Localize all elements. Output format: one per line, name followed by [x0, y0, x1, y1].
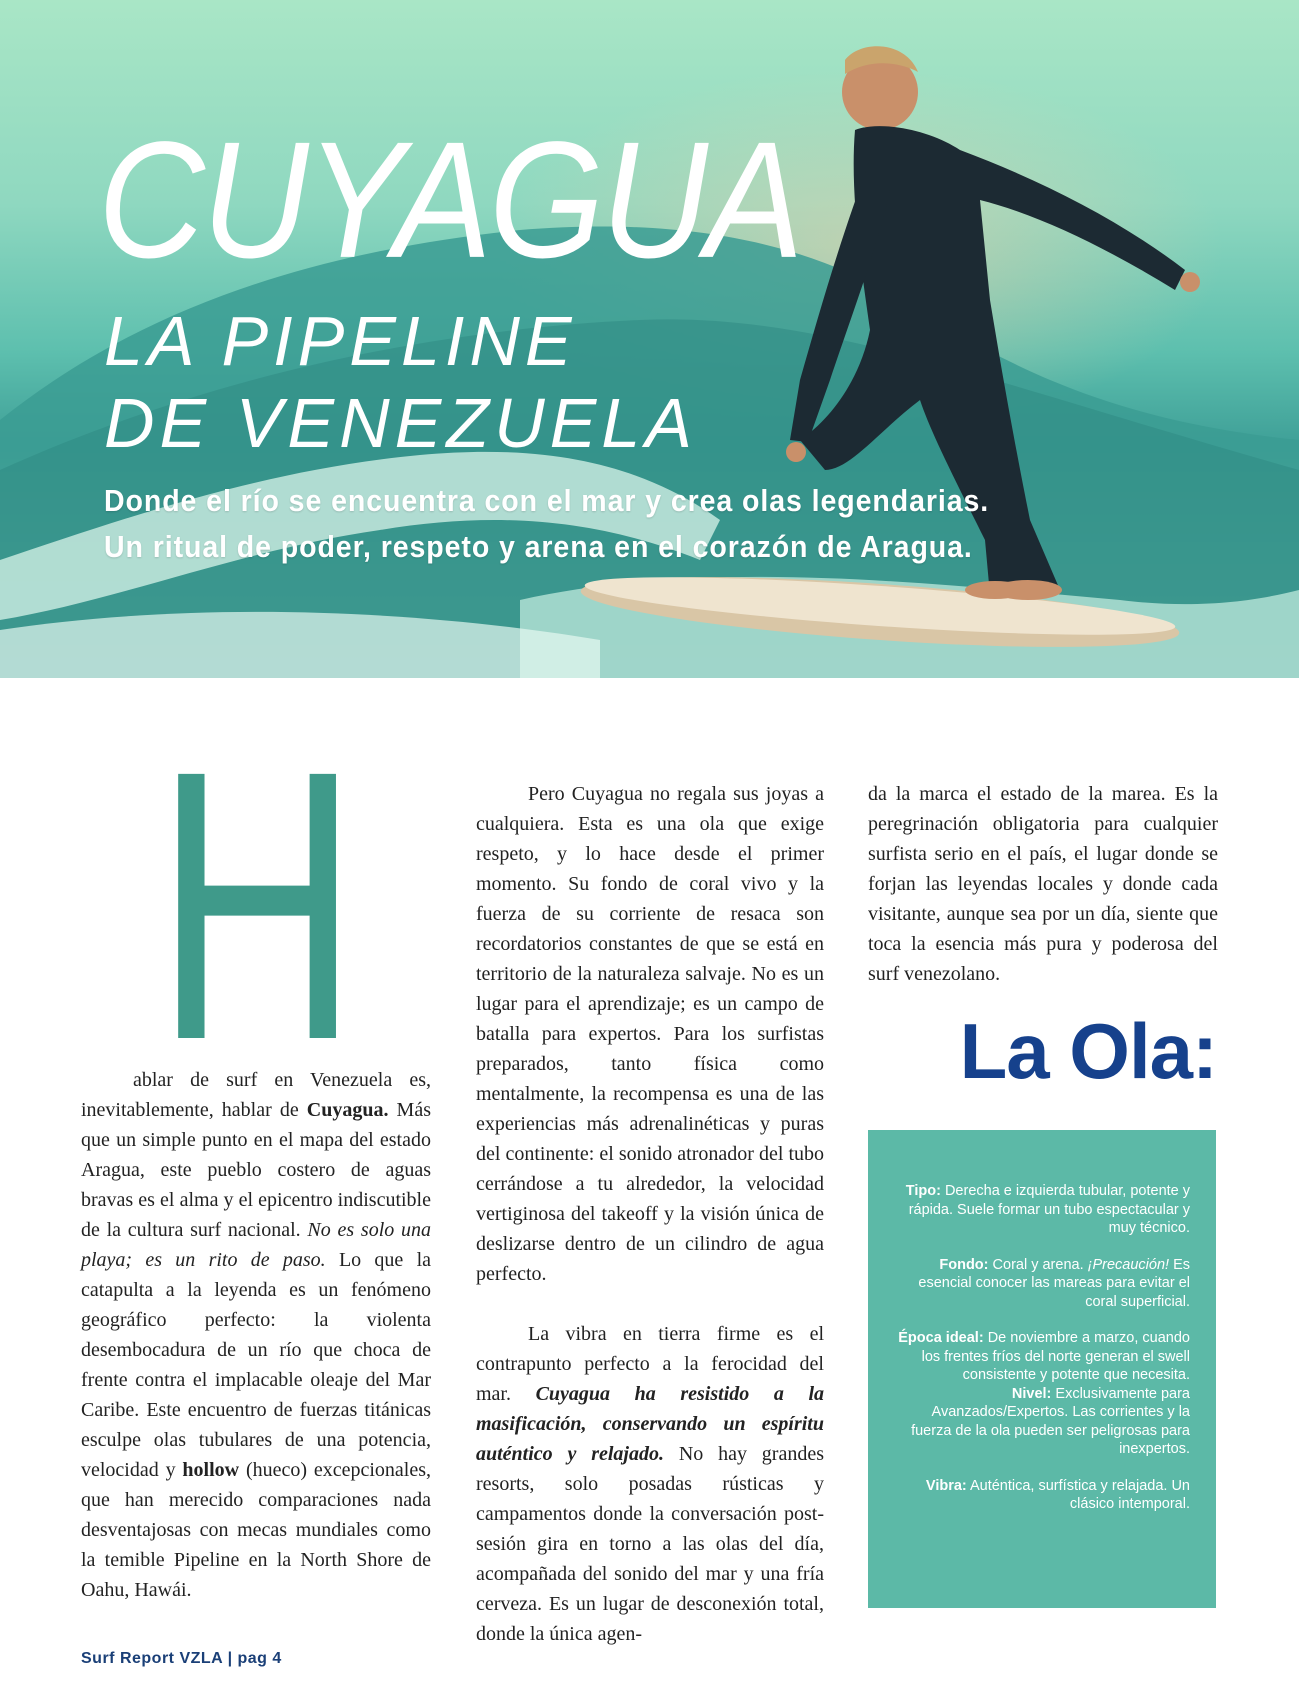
hero-title: CUYAGUA [98, 107, 801, 293]
paragraph: La vibra en tierra firme es el contrapunto perfecto a la ferocidad del mar. Cuyagua ha resistido a la masificación, conservando un espíritu auténtico y relajado. No hay grandes resorts, solo posadas rústicas y campamentos donde la conversación post-sesión gira en torno a las olas del día, acompañada del sonido del mar y una fría cerveza. Es un lugar de desconexión total, donde la única agen- [476, 1323, 824, 1645]
emphasis: No es solo una playa; es un rito de paso. [81, 1219, 431, 1271]
hero-tagline-line2: Un ritual de poder, respeto y arena en el corazón de Aragua. [104, 529, 973, 564]
hero-subtitle-line1: LA PIPELINE [104, 302, 577, 380]
paragraph: ablar de surf en Venezuela es, inevitablemente, hablar de Cuyagua. Más que un simple punto en el mapa del estado Aragua, este pueblo costero de aguas bravas es el alma y el epicentro indiscutible de la cultura surf nacional. No es solo una playa; es un rito de paso. Lo que la catapulta a la leyenda es un fenómeno geográfico perfecto: la violenta desembocadura de un río que choca de frente contra el implacable oleaje del Mar Caribe. Este encuentro de fuerzas titánicas esculpe olas tubulares de una potencia, velocidad y hollow (hueco) excepcionales, que han merecido comparaciones nada desventajosas con mecas mundiales como la temible Pipeline en la North Shore de Oahu, Hawái. [81, 1069, 432, 1601]
drop-cap-letter: H [155, 758, 359, 1040]
page-footer: Surf Report VZLA | pag 4 [81, 1650, 282, 1667]
info-vibra: Vibra: Auténtica, surfística y relajada. Un clásico intemporal. [925, 1477, 1190, 1512]
cuyagua-bold: Cuyagua. [306, 1099, 389, 1121]
info-tipo: Tipo: Derecha e izquierda tubular, potente y rápida. Suele formar un tubo espectacular y muy técnico. [905, 1183, 1190, 1236]
paragraph: da la marca el estado de la marea. Es la peregrinación obligatoria para cualquier surfista serio en el país, el lugar donde se forjan las leyendas locales y donde cada visitante, aunque sea por un día, siente que toca la esencia más pura y poderosa del surf venezolano. [868, 783, 1218, 985]
drop-cap [152, 758, 362, 1040]
emphasis: Cuyagua ha resistido a la masificación, conservando un espíritu auténtico y relajado. [476, 1383, 824, 1465]
article-column-2 [476, 779, 824, 1649]
info-epoca: Época ideal: De noviembre a marzo, cuando los frentes fríos del norte generan el swell consistente y potente que necesita. [898, 1330, 1190, 1383]
hero-tagline [104, 478, 989, 570]
hero-subtitle [104, 300, 697, 464]
article-column-3 [868, 779, 1218, 989]
info-fondo: Fondo: Coral y arena. ¡Precaución! Es esencial conocer las mareas para evitar el coral superficial. [918, 1256, 1190, 1310]
hero-tagline-line1: Donde el río se encuentra con el mar y crea olas legendarias. [104, 483, 990, 518]
article-column-1 [81, 1065, 431, 1605]
hero-subtitle-line2: DE VENEZUELA [104, 384, 697, 462]
wave-info-box [868, 1130, 1216, 1608]
hollow-bold: hollow [182, 1459, 240, 1481]
hero-banner [0, 0, 1299, 678]
info-nivel: Nivel: Exclusivamente para Avanzados/Expertos. Las corrientes y la fuerza de la ola pueden ser peligrosas para inexpertos. [911, 1385, 1190, 1457]
paragraph: Pero Cuyagua no regala sus joyas a cualquiera. Esta es una ola que exige respeto, y lo hace desde el primer momento. Su fondo de coral vivo y la fuerza de su corriente de resaca son recordatorios constantes de que se está en territorio de la naturaleza salvaje. No es un lugar para el aprendizaje; es un campo de batalla para expertos. Para los surfistas preparados, tanto física como mentalmente, la recompensa es una de las experiencias más adrenalinéticas y puras del continente: el sonido atronador del tubo cerrándose a tu alrededor, la velocidad vertiginosa del takeoff y la visión única de deslizarse dentro de un cilindro de agua perfecto. [476, 783, 824, 1285]
la-ola-heading: La Ola: [959, 1007, 1217, 1095]
